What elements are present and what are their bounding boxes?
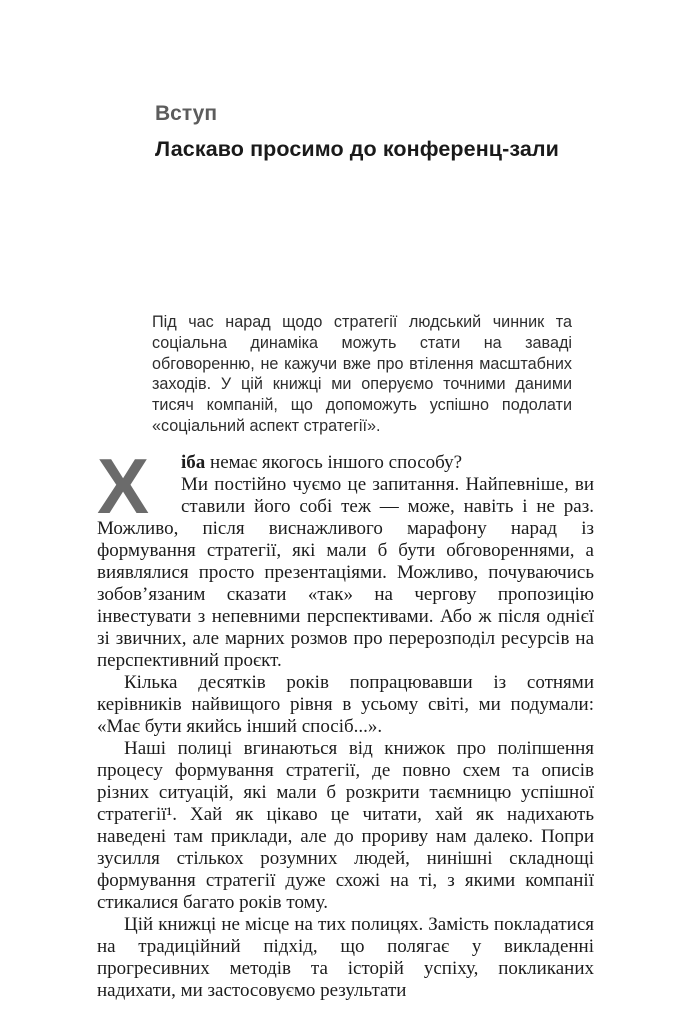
body-text-column: [97, 442, 594, 1002]
opening-question-text: немає якогось іншого способу?: [205, 452, 463, 473]
paragraph: Цій книжці не місце на тих полицях. Замість покладатися на традиційний підхід, що полягає у викладенні прогресивних методів та історій успіху, покликаних надихати, ми застосовуємо результати: [97, 914, 594, 1001]
paragraph: Ми постійно чуємо це запитання. Найпевніше, ви ставили його собі теж — може, навіть і не раз. Можливо, після виснажливого марафону нарад із формування стратегії, які мали б бути обговореннями, а виявлялися просто презентаціями. Можливо, почуваючись зобов’язаним сказати «так» на чергову пропозицію інвестувати з непевними перспективами. Або ж після однієї зі звичних, але марних розмов про перерозподіл ресурсів на перспективний проєкт.: [97, 474, 594, 671]
paragraph: Наші полиці вгинаються від книжок про поліпшення процесу формування стратегії, де повно схем та описів різних ситуацій, які мали б розкрити таємницю успішної стратегії¹. Хай як цікаво це читати, хай як надихають наведені там приклади, але до прориву нам далеко. Попри зусилля стількох розумних людей, нинішні складнощі формування стратегії дуже схожі на ті, з якими компанії стикалися багато років тому.: [97, 738, 594, 913]
bold-lead-word: іба: [181, 452, 206, 473]
paragraph: Кілька десятків років попрацювавши із сотнями керівників найвищого рівня в усьому світі, ми подумали: «Має бути якийсь інший спосіб...».: [97, 672, 594, 737]
chapter-kicker: Вступ: [155, 102, 218, 125]
dropcap-letter: Х: [97, 442, 150, 530]
opening-section: [97, 442, 594, 672]
lead-abstract: Під час нарад щодо стратегії людський чинник та соціальна динаміка можуть стати на заваді обговоренню, не кажучи вже про втілення масштабних заходів. У цій книжці ми оперуємо точними даними тисяч компаній, що допоможуть успішно подолати «соціальний аспект стратегії».: [152, 313, 572, 435]
chapter-title: Ласкаво просимо до конференц-зали: [155, 137, 559, 161]
